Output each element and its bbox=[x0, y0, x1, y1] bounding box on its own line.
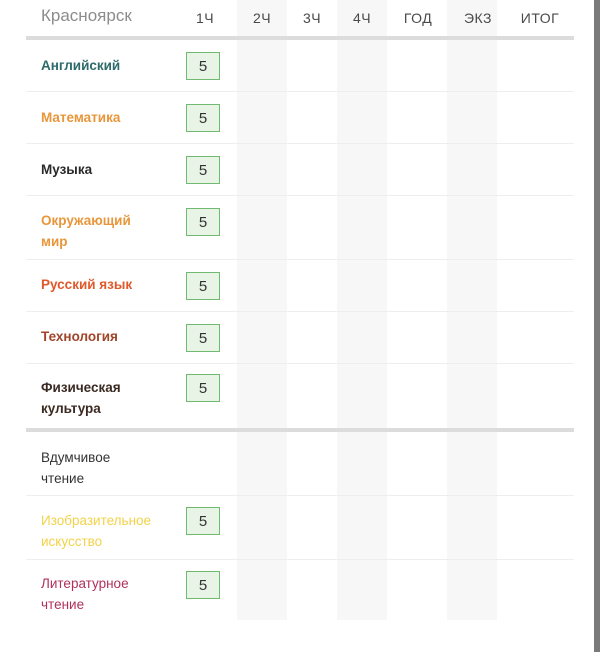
subject-name[interactable]: Вдумчивое чтение bbox=[41, 450, 111, 486]
subject-row bbox=[26, 312, 574, 364]
grade-cell[interactable]: 5 bbox=[186, 156, 220, 184]
grade-cell[interactable]: 5 bbox=[186, 208, 220, 236]
subject-name[interactable]: Технология bbox=[41, 329, 118, 344]
column-header-3[interactable]: 3Ч bbox=[302, 10, 322, 26]
grade-cell[interactable]: 5 bbox=[186, 324, 220, 352]
subject-name[interactable]: Физическая культура bbox=[41, 380, 121, 416]
column-header-total[interactable]: ИТОГ bbox=[520, 10, 560, 26]
column-header-year[interactable]: ГОД bbox=[403, 10, 433, 26]
subject-row bbox=[26, 260, 574, 312]
subject-row bbox=[26, 432, 574, 496]
subject-row bbox=[26, 196, 574, 260]
column-header-2[interactable]: 2Ч bbox=[252, 10, 272, 26]
column-header-4[interactable]: 4Ч bbox=[352, 10, 372, 26]
subject-row bbox=[26, 92, 574, 144]
grade-cell[interactable]: 5 bbox=[186, 507, 220, 535]
column-header-exam[interactable]: ЭКЗ bbox=[463, 10, 493, 26]
subject-row bbox=[26, 364, 574, 432]
subject-row bbox=[26, 40, 574, 92]
subject-name[interactable]: Изобразительное искусство bbox=[41, 513, 152, 549]
subject-row bbox=[26, 496, 574, 560]
table-header bbox=[26, 0, 574, 40]
subject-name[interactable]: Английский bbox=[41, 58, 121, 73]
subject-name[interactable]: Музыка bbox=[41, 162, 93, 177]
grades-table bbox=[26, 0, 574, 624]
city-label: Красноярск bbox=[41, 6, 132, 25]
window-edge bbox=[594, 0, 600, 652]
subject-row bbox=[26, 560, 574, 624]
grade-cell[interactable]: 5 bbox=[186, 272, 220, 300]
subject-name[interactable]: Окружающий мир bbox=[41, 213, 131, 249]
grade-cell[interactable]: 5 bbox=[186, 52, 220, 80]
subject-name[interactable]: Литературное чтение bbox=[41, 576, 129, 612]
grade-cell[interactable]: 5 bbox=[186, 374, 220, 402]
column-header-1[interactable]: 1Ч bbox=[195, 10, 215, 26]
subject-name[interactable]: Математика bbox=[41, 110, 121, 125]
subject-row bbox=[26, 144, 574, 196]
grade-cell[interactable]: 5 bbox=[186, 104, 220, 132]
grade-cell[interactable]: 5 bbox=[186, 571, 220, 599]
subject-name[interactable]: Русский язык bbox=[41, 277, 133, 292]
